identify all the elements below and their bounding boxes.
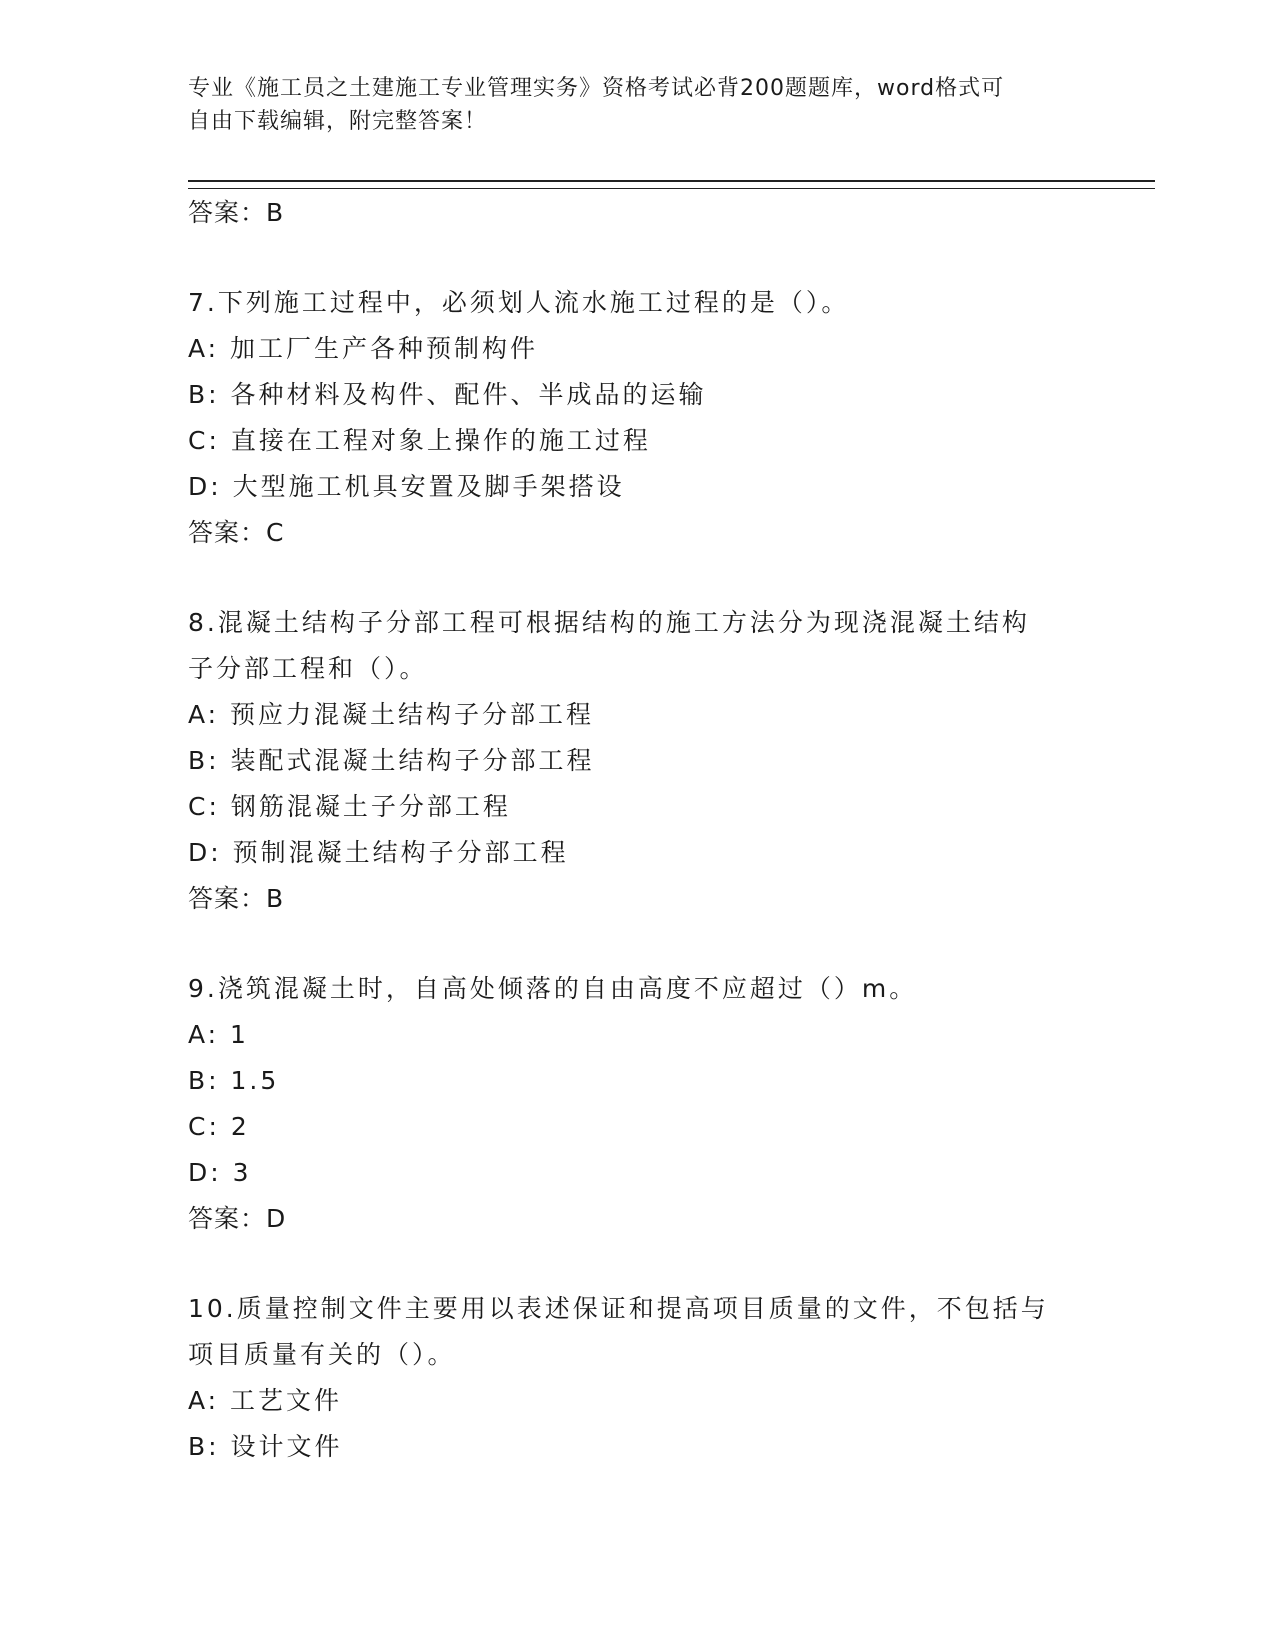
document-body [188,190,1088,1470]
option-b: B: 装配式混凝土结构子分部工程 [188,746,595,775]
option-b: B: 设计文件 [188,1432,343,1461]
answer-line: 答案：B [188,198,285,227]
option-a: A: 工艺文件 [188,1386,343,1415]
header-line-2: 自由下载编辑，附完整答案！ [188,109,488,134]
question-stem: 10.质量控制文件主要用以表述保证和提高项目质量的文件，不包括与 [188,1294,1049,1323]
answer-line: 答案：D [188,1204,287,1233]
option-a: A: 加工厂生产各种预制构件 [188,334,539,363]
option-c: C: 钢筋混凝土子分部工程 [188,792,511,821]
question-block-7 [188,280,1088,556]
spacer [188,236,1088,280]
spacer [188,1242,1088,1286]
question-stem-continued: 项目质量有关的（）。 [188,1340,456,1369]
question-stem: 8.混凝土结构子分部工程可根据结构的施工方法分为现浇混凝土结构 [188,608,1030,637]
option-a: A: 预应力混凝土结构子分部工程 [188,700,595,729]
question-block-8 [188,600,1088,922]
option-d: D: 大型施工机具安置及脚手架搭设 [188,472,625,501]
option-c: C: 2 [188,1112,250,1141]
question-stem: 7.下列施工过程中，必须划人流水施工过程的是（）。 [188,288,850,317]
option-b: B: 各种材料及构件、配件、半成品的运输 [188,380,707,409]
option-b: B: 1.5 [188,1066,280,1095]
option-c: C: 直接在工程对象上操作的施工过程 [188,426,651,455]
document-header [188,72,1088,138]
question-stem-continued: 子分部工程和（）。 [188,654,428,683]
answer-line: 答案：C [188,518,285,547]
answer-line: 答案：B [188,884,285,913]
header-divider [188,180,1155,189]
question-block-10 [188,1286,1088,1470]
option-a: A: 1 [188,1020,249,1049]
option-d: D: 预制混凝土结构子分部工程 [188,838,569,867]
spacer [188,556,1088,600]
question-block-9 [188,966,1088,1242]
spacer [188,922,1088,966]
option-d: D: 3 [188,1158,252,1187]
header-line-1: 专业《施工员之土建施工专业管理实务》资格考试必背200题题库，word格式可 [188,76,1005,101]
question-stem: 9.浇筑混凝土时，自高处倾落的自由高度不应超过（）m。 [188,974,918,1003]
